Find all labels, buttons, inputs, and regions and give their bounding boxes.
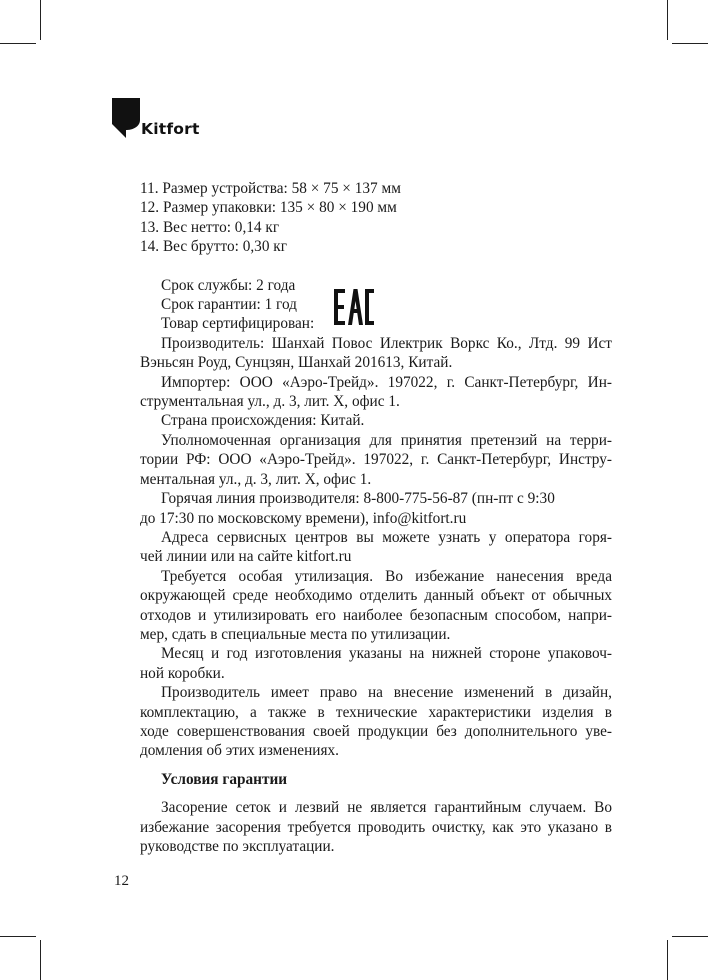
authorized-org-text: Уполномоченная организация для принятия претензий на терри- [161, 431, 612, 449]
disposal-text: окружающей среде необходимо отделить данный объект от обычных [140, 587, 612, 605]
kitfort-logo-icon [112, 98, 140, 138]
crop-mark [0, 43, 36, 44]
country-text: Страна происхождения: Китай. [161, 412, 365, 430]
warranty-period: Срок гарантии: 1 год [161, 296, 297, 314]
production-date-text: Месяц и год изготовления указаны на нижней стороне упаковоч- [161, 645, 612, 663]
spec-item: 11. Размер устройства: 58 × 75 × 137 мм [140, 180, 401, 197]
service-centers-text: чей линии или на сайте kitfort.ru [140, 548, 352, 566]
changes-text: домления об этих изменениях. [140, 742, 339, 760]
changes-text: комплектацию, а также в технические характеристики изделия в [140, 703, 612, 721]
crop-mark [667, 0, 668, 40]
page-number: 12 [114, 873, 129, 889]
crop-mark [0, 936, 36, 937]
importer-text: струментальная ул., д. 3, лит. Х, офис 1. [140, 393, 400, 411]
spec-item: 14. Вес брутто: 0,30 кг [140, 238, 288, 256]
spec-item: 13. Вес нетто: 0,14 кг [140, 218, 280, 236]
brand-name: Kitfort [141, 120, 200, 138]
hotline-text: до 17:30 по московскому времени), info@kitfort.ru [140, 509, 467, 527]
crop-mark [40, 0, 41, 40]
manufacturer-text: Производитель: Шанхай Повос Илектрик Воркс Ко., Лтд. 99 Ист [161, 334, 612, 352]
disposal-text: Требуется особая утилизация. Во избежание нанесения вреда [161, 567, 612, 585]
crop-mark [40, 940, 41, 980]
warranty-heading: Условия гарантии [161, 770, 288, 788]
certified-label: Товар сертифицирован: [161, 315, 315, 333]
production-date-text: ной коробки. [140, 664, 225, 682]
service-centers-text: Адреса сервисных центров вы можете узнать у оператора горя- [161, 528, 612, 546]
hotline-text: Горячая линия производителя: 8-800-775-56-87 (пн-пт с 9:30 [161, 490, 555, 508]
warranty-text: Засорение сеток и лезвий не является гарантийным случаем. Во [161, 799, 612, 817]
crop-mark [672, 936, 708, 937]
warranty-text: руководстве по эксплуатации. [140, 838, 335, 855]
importer-text: Импортер: ООО «Аэро-Трейд». 197022, г. Санкт-Петербург, Ин- [161, 373, 612, 391]
disposal-text: мер, сдать в специальные места по утилизации. [140, 625, 451, 643]
changes-text: ходе совершенствования своей продукции без дополнительного уве- [140, 722, 612, 740]
crop-mark [672, 43, 708, 44]
service-life: Срок службы: 2 года [161, 276, 296, 294]
page-content [140, 179, 612, 856]
changes-text: Производитель имеет право на внесение изменений в дизайн, [161, 684, 612, 702]
disposal-text: отходов и утилизировать его наиболее безопасным способом, напри- [140, 606, 612, 624]
spec-item: 12. Размер упаковки: 135 × 80 × 190 мм [140, 199, 397, 217]
authorized-org-text: тории РФ: ООО «Аэро-Трейд». 197022, г. Санкт-Петербург, Инстру- [140, 451, 612, 469]
eac-certification-icon [334, 289, 374, 325]
crop-mark [667, 940, 668, 980]
manufacturer-text: Вэньсян Роуд, Сунцзян, Шанхай 201613, Китай. [140, 354, 453, 372]
warranty-text: избежание засорения требуется проводить очистку, как это указано в [140, 818, 612, 836]
authorized-org-text: ментальная ул., д. 3, лит. Х, офис 1. [140, 470, 372, 488]
